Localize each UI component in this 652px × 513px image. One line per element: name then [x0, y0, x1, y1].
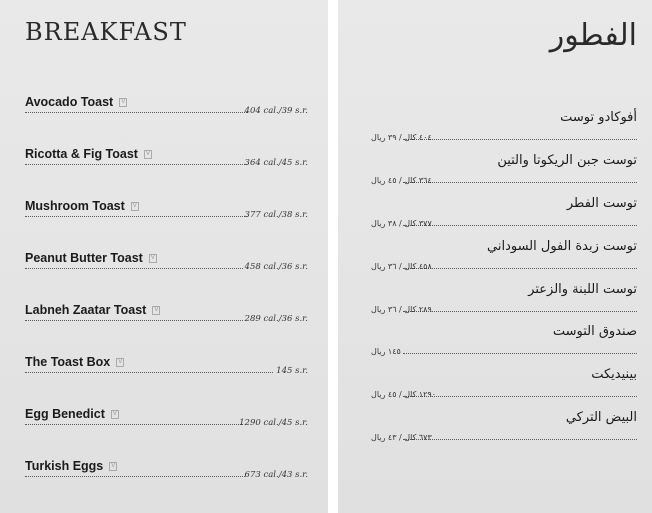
- menu-item-english: [25, 407, 308, 437]
- menu-item-english: [25, 147, 308, 177]
- item-name-text: Mushroom Toast: [25, 199, 125, 213]
- item-name-text: Peanut Butter Toast: [25, 251, 143, 265]
- menu-item-arabic: [347, 110, 637, 144]
- item-name: توست الفطر: [566, 196, 637, 211]
- vegetarian-badge-icon: V: [121, 99, 126, 106]
- item-name: صندوق التوست: [552, 324, 637, 339]
- item-price: 289 cal./36 s.r.: [244, 314, 308, 324]
- item-price: 673 cal./43 s.r.: [244, 470, 308, 480]
- menu-item-arabic: [347, 239, 637, 273]
- menu-item-arabic: [347, 153, 637, 187]
- dotted-leader: [25, 216, 247, 217]
- item-name: أفوكادو توست: [560, 110, 637, 125]
- item-name: توست اللبنة والزعتر: [528, 282, 637, 297]
- menu-item-arabic: [347, 324, 637, 358]
- dotted-leader: [403, 139, 637, 140]
- item-price: ١٤٥ ريال: [371, 347, 401, 356]
- menu-item-arabic: [347, 367, 637, 401]
- menu-item-arabic: [347, 282, 637, 316]
- dotted-leader: [25, 112, 247, 113]
- item-name: توست جبن الريكوتا والتين: [497, 153, 637, 168]
- menu-item-arabic: [347, 196, 637, 230]
- dotted-leader: [25, 320, 243, 321]
- item-name: [25, 407, 119, 421]
- dotted-leader: [403, 225, 637, 226]
- menu-item-english: [25, 355, 308, 385]
- item-name: [25, 459, 117, 473]
- item-name-text: Avocado Toast: [25, 95, 114, 109]
- item-name: البيض التركي: [565, 410, 637, 425]
- dotted-leader: [403, 311, 637, 312]
- dotted-leader: [25, 476, 245, 477]
- menu-item-english: [25, 303, 308, 333]
- item-name-text: The Toast Box: [25, 355, 111, 369]
- item-name: [25, 303, 160, 317]
- dotted-leader: [403, 268, 637, 269]
- vegetarian-badge-icon: V: [112, 411, 117, 418]
- item-name-text: Ricotta & Fig Toast: [25, 147, 138, 161]
- dotted-leader: [25, 268, 243, 269]
- menu-item-arabic: [347, 410, 637, 444]
- item-name: بينيديكت: [591, 367, 637, 382]
- vegetarian-badge-icon: V: [150, 255, 155, 262]
- dotted-leader: [25, 164, 247, 165]
- arabic-menu-panel: [338, 0, 652, 513]
- dotted-leader: [403, 439, 637, 440]
- item-price: 377 cal./38 s.r.: [244, 210, 308, 220]
- dotted-leader: [403, 182, 637, 183]
- vegetarian-badge-icon: V: [111, 463, 116, 470]
- item-price: ٤٥٨ كال / ٣٦ ريال: [371, 262, 432, 271]
- item-name: [25, 95, 127, 109]
- item-price: ١٢٩٠ كال / ٤٥ ريال: [371, 390, 437, 399]
- dotted-leader: [25, 424, 243, 425]
- menu-title-arabic: الفطور: [549, 18, 637, 53]
- item-name: [25, 147, 152, 161]
- item-name: [25, 199, 139, 213]
- item-name-text: Turkish Eggs: [25, 459, 104, 473]
- item-price: ٣٧٧ كال / ٣٨ ريال: [371, 219, 432, 228]
- vegetarian-badge-icon: V: [154, 307, 159, 314]
- dotted-leader: [25, 372, 273, 373]
- menu-item-english: [25, 199, 308, 229]
- menu-item-english: [25, 95, 308, 125]
- item-price: 145 s.r.: [276, 366, 308, 376]
- item-name-text: Egg Benedict: [25, 407, 105, 421]
- item-price: 404 cal./39 s.r.: [244, 106, 308, 116]
- item-price: ٣٦٤ كال / ٤٥ ريال: [371, 176, 432, 185]
- item-price: 458 cal./36 s.r.: [244, 262, 308, 272]
- dotted-leader: [403, 396, 637, 397]
- menu-item-english: [25, 459, 308, 489]
- item-price: 364 cal./45 s.r.: [244, 158, 308, 168]
- item-price: ٦٧٣ كال / ٤٣ ريال: [371, 433, 432, 442]
- menu-item-english: [25, 251, 308, 281]
- item-name: [25, 355, 124, 369]
- item-price: ٤٠٤ كال / ٣٩ ريال: [371, 133, 432, 142]
- vegetarian-badge-icon: V: [132, 203, 137, 210]
- vegetarian-badge-icon: V: [145, 151, 150, 158]
- menu-title-english: BREAKFAST: [25, 18, 187, 46]
- item-price: 1290 cal./45 s.r.: [239, 418, 308, 428]
- item-price: ٢٨٩ كال / ٣٦ ريال: [371, 305, 432, 314]
- item-name: توست زبدة الفول السوداني: [487, 239, 637, 254]
- dotted-leader: [403, 353, 637, 354]
- item-name-text: Labneh Zaatar Toast: [25, 303, 147, 317]
- vegetarian-badge-icon: V: [118, 359, 123, 366]
- item-name: [25, 251, 157, 265]
